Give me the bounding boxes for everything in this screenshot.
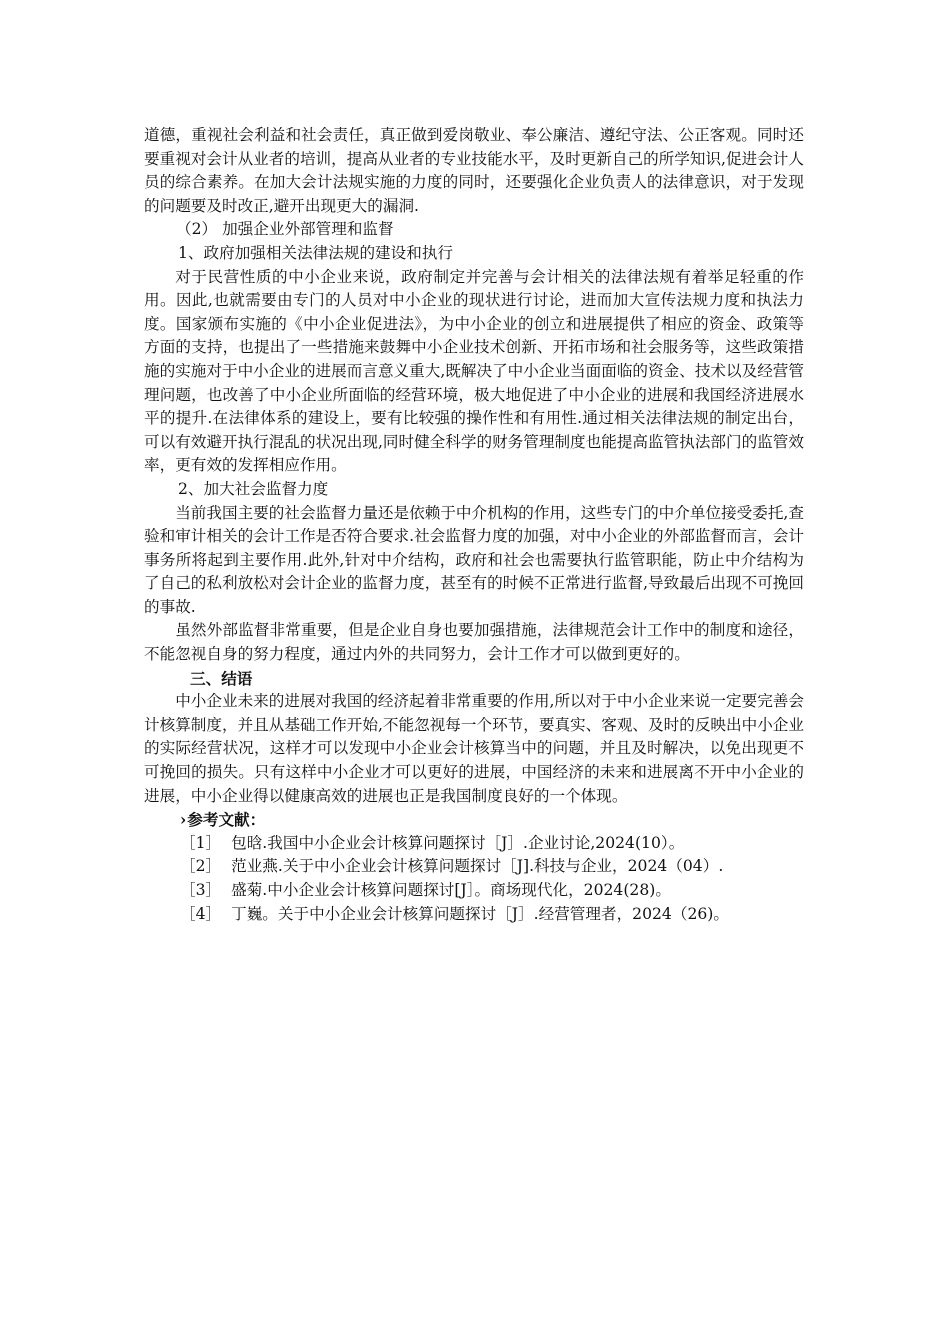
reference-text: 包晗.我国中小企业会计核算问题探讨［J］.企业讨论,2024(10）。 — [231, 833, 685, 852]
chevron-right-icon: › — [180, 810, 187, 830]
references-title-text: 参考文献： — [187, 810, 266, 830]
subsection-heading: 1、政府加强相关法律法规的建设和执行 — [178, 243, 454, 262]
body-paragraph: 对于民营性质的中小企业来说，政府制定并完善与会计相关的法律法规有着举足轻重的作用。因此,也就需要由专门的人员对中小企业的现状进行讨论，进而加大宣传法规力度和执法力度。国家颁布实施的《中小企业促进法》，为中小企业的创立和进展提供了相应的资金、政策等方面的支持，也提出了一些措施来鼓舞中小企业技术创新、开拓市场和社会服务等，这些政策措施的实施对于中小企业的进展而言意义重大,既解决了中小企业当面面临的资金、技术以及经营管理问题，也改善了中小企业所面临的经营环境，极大地促进了中小企业的进展和我国经济进展水平的提升.在法律体系的建设上，要有比较强的操作性和有用性.通过相关法律法规的制定出台，可以有效避开执行混乱的状况出现,同时健全科学的财务管理制度也能提高监管执法部门的监管效率，更有效的发挥相应作用。 — [144, 267, 804, 475]
body-paragraph: 虽然外部监督非常重要，但是企业自身也要加强措施，法律规范会计工作中的制度和途径，不能忽视自身的努力程度，通过内外的共同努力，会计工作才可以做到更好的。 — [144, 621, 804, 664]
references-title — [144, 808, 804, 832]
body-paragraph: 当前我国主要的社会监督力量还是依赖于中介机构的作用，这些专门的中介单位接受委托,查验和审计相关的会计工作是否符合要求.社会监督力度的加强，对中小企业的外部监督而言，会计事务所将起到主要作用.此外,针对中介结构，政府和社会也需要执行监管职能，防止中介结构为了自己的私利放松对会计企业的监督力度，甚至有的时候不正常进行监督,导致最后出现不可挽回的事故. — [144, 503, 804, 616]
reference-number: ［2］ — [180, 857, 222, 876]
document-page — [144, 124, 804, 926]
reference-item — [144, 879, 804, 903]
body-paragraph: 中小企业未来的进展对我国的经济起着非常重要的作用,所以对于中小企业来说一定要完善会计核算制度，并且从基础工作开始,不能忽视每一个环节，要真实、客观、及时的反映出中小企业的实际经营状况，这样才可以发现中小企业会计核算当中的问题，并且及时解决，以免出现更不可挽回的损失。只有这样中小企业才可以更好的进展，中国经济的未来和进展离不开中小企业的进展，中小企业得以健康高效的进展也正是我国制度良好的一个体现。 — [144, 692, 804, 805]
section-subheading: （2） 加强企业外部管理和监督 — [176, 220, 394, 239]
reference-number: ［1］ — [180, 833, 222, 852]
reference-text: 盛菊.中小企业会计核算问题探讨[J］。商场现代化，2024(28)。 — [231, 881, 671, 899]
body-paragraph: 道德，重视社会利益和社会责任，真正做到爱岗敬业、奉公廉洁、遵纪守法、公正客观。同时还要重视对会计从业者的培训，提高从业者的专业技能水平，及时更新自己的所学知识,促进会计人员的综合素养。在加大会计法规实施的力度的同时，还要强化企业负责人的法律意识，对于发现的问题要及时改正,避开出现更大的漏洞. — [144, 126, 804, 215]
reference-text: 丁巍。关于中小企业会计核算问题探讨［J］.经营管理者，2024（26)。 — [231, 904, 729, 923]
reference-number: ［3］ — [180, 881, 222, 899]
reference-item — [144, 832, 804, 856]
reference-item — [144, 903, 804, 927]
reference-number: ［4］ — [180, 904, 222, 923]
reference-text: 范业燕.关于中小企业会计核算问题探讨［J].科技与企业，2024（04）. — [231, 857, 724, 876]
subsection-heading: 2、加大社会监督力度 — [178, 479, 329, 498]
reference-item — [144, 855, 804, 879]
section-heading: 三、结语 — [190, 668, 253, 688]
